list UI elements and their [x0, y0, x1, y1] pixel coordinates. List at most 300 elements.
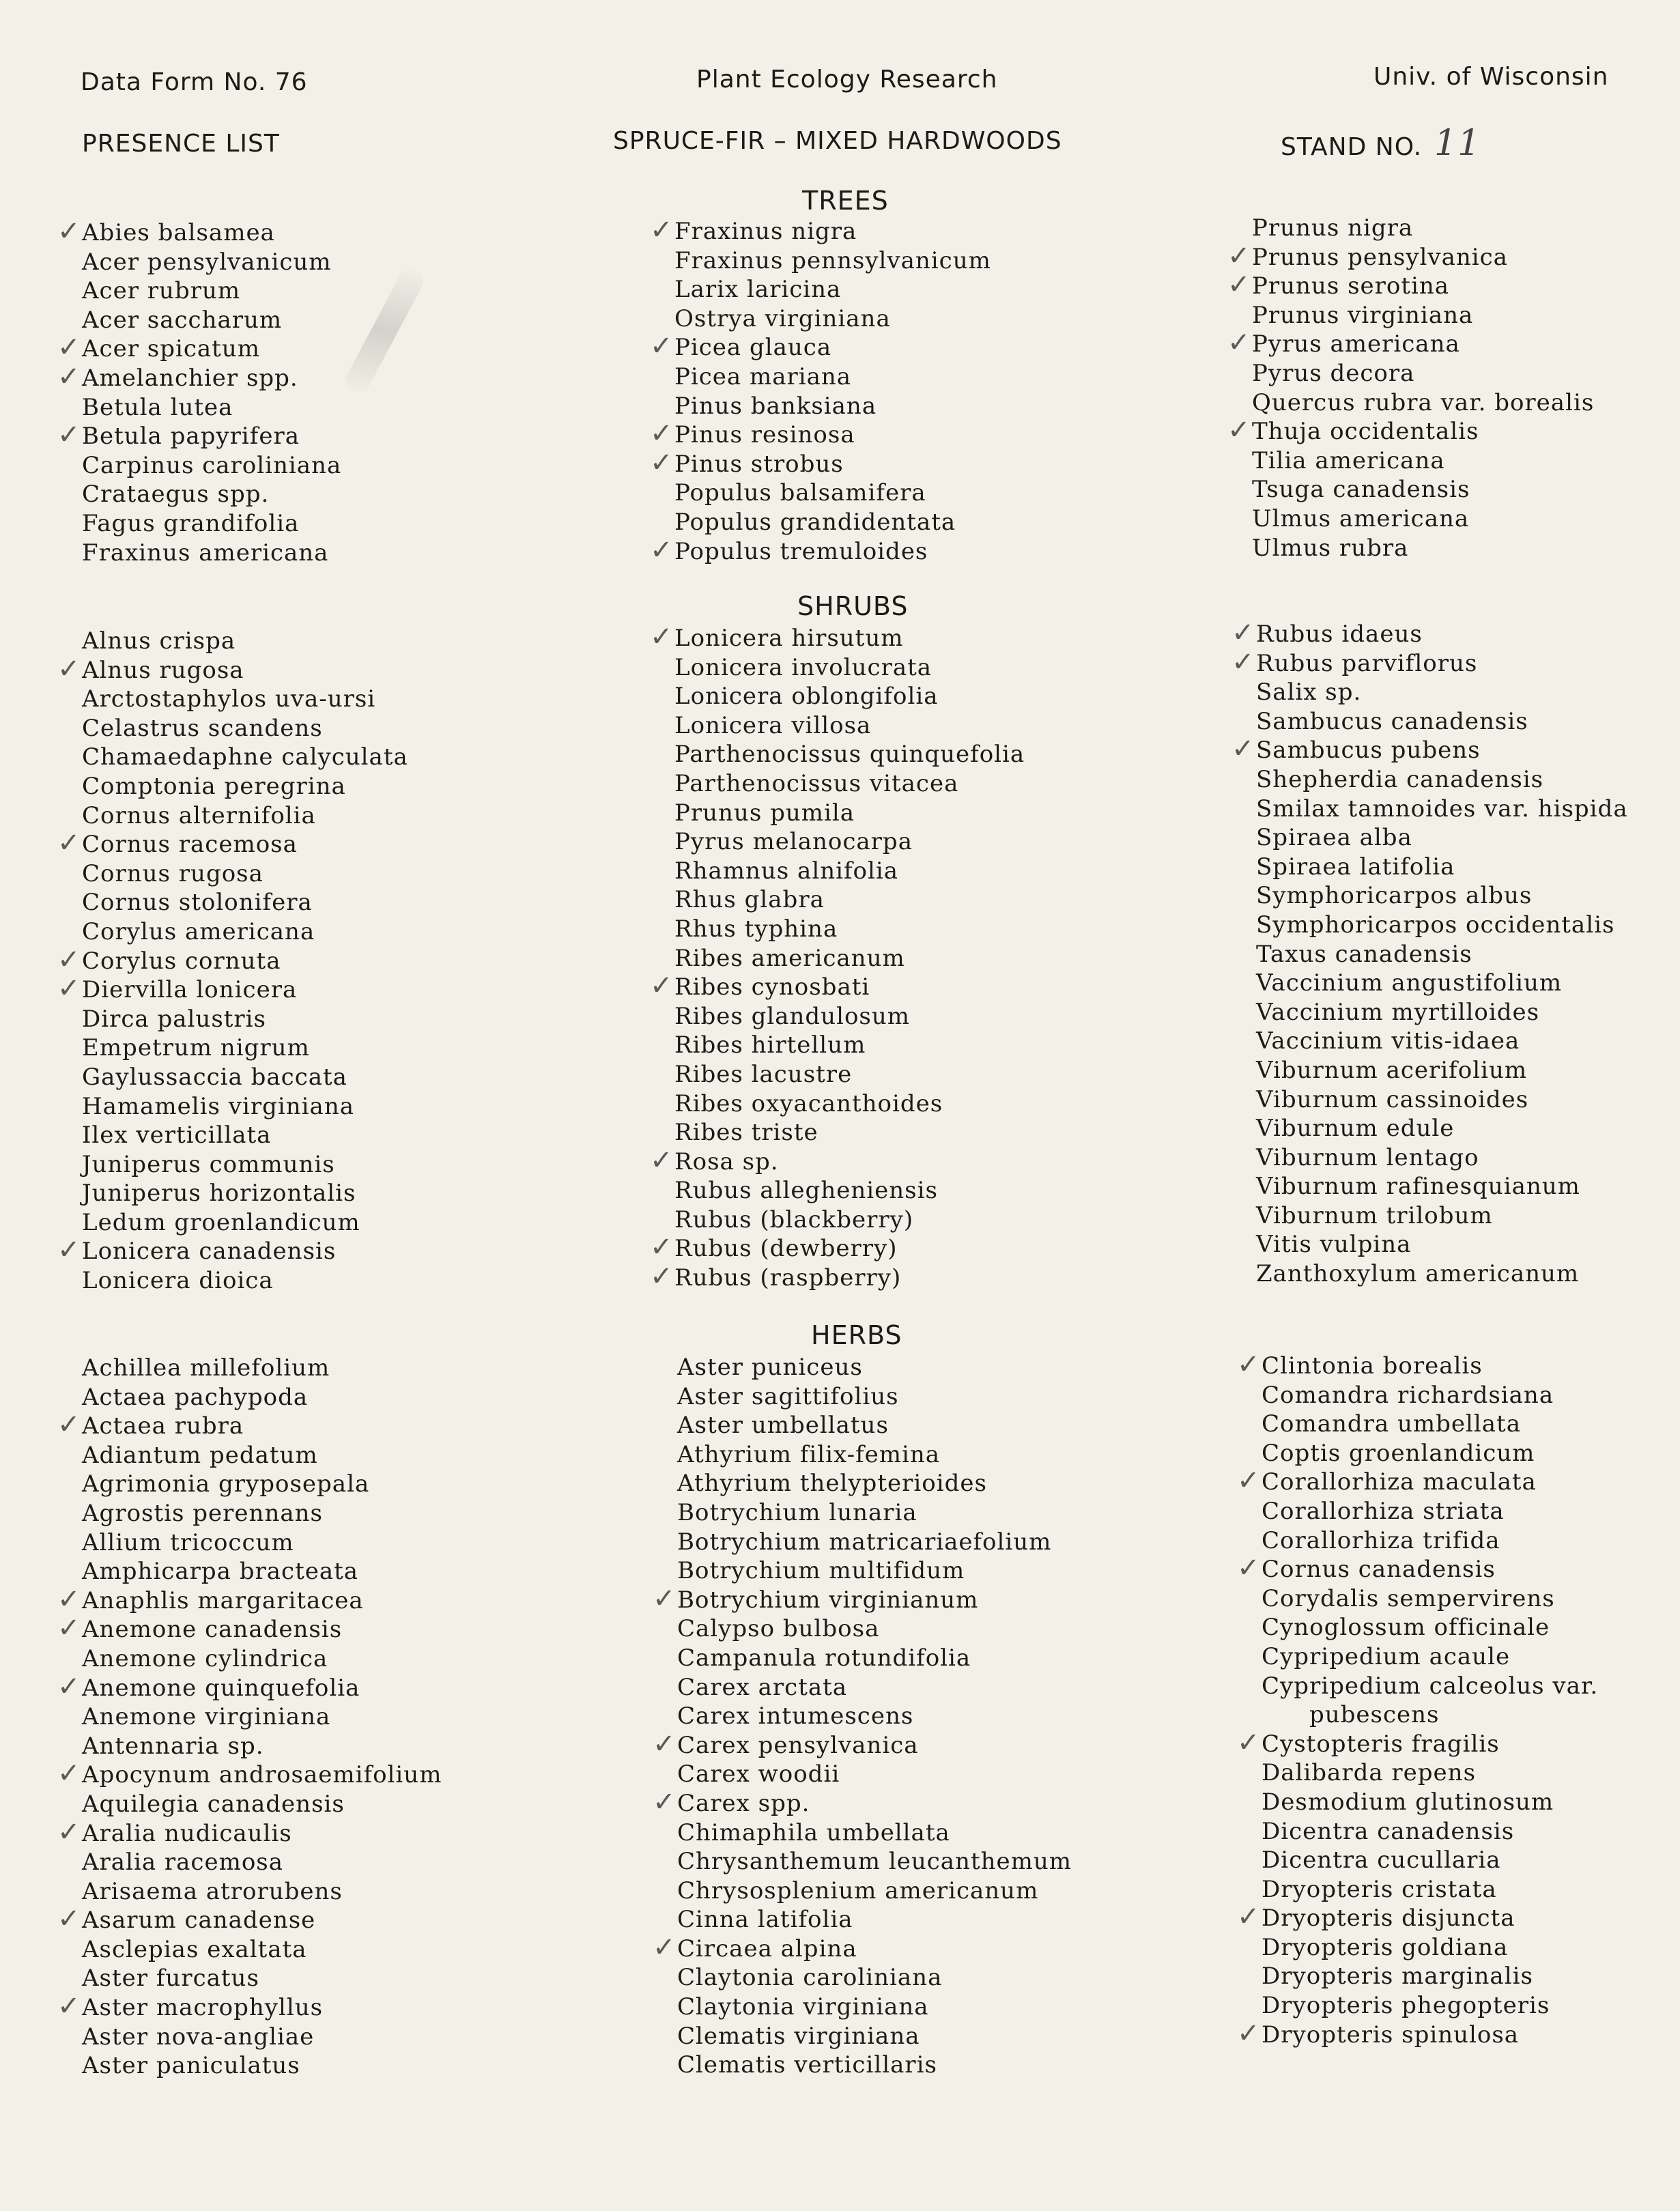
species-name: Anemone quinquefolia: [82, 1674, 360, 1702]
species-item: [677, 1644, 1072, 1673]
species-item: [82, 627, 408, 656]
species-name: Circaea alpina: [677, 1935, 857, 1963]
trees-heading: TREES: [802, 186, 889, 216]
species-name: Cornus stolonifera: [82, 889, 313, 917]
checkmark-icon: ✓: [57, 216, 81, 247]
species-item: [1262, 1613, 1598, 1642]
species-item: [82, 1266, 408, 1296]
herbs-col2: [653, 1353, 1072, 2080]
species-name: Spiraea alba: [1256, 824, 1412, 852]
species-name: Carpinus caroliniana: [82, 451, 342, 479]
species-item: [82, 1732, 442, 1761]
species-item: [1237, 1349, 1598, 1381]
species-item: [1256, 707, 1628, 737]
species-name: Amelanchier spp.: [82, 364, 298, 392]
species-name: Actaea pachypoda: [82, 1383, 309, 1411]
species-item: [677, 1382, 1072, 1412]
species-item: [82, 917, 408, 947]
species-name: Apocynum androsaemifolium: [82, 1761, 442, 1789]
species-name: Cystopteris fragilis: [1262, 1730, 1500, 1758]
species-name: Acer spicatum: [82, 335, 260, 363]
species-item: [57, 1234, 408, 1266]
species-item: [677, 1528, 1072, 1557]
species-item: [1256, 678, 1628, 707]
species-name: Tilia americana: [1252, 446, 1445, 474]
species-name: Botrychium virginianum: [677, 1586, 979, 1614]
species-item: [674, 479, 991, 508]
species-item: [82, 743, 408, 772]
species-item: [57, 653, 408, 685]
species-name: Aralia nudicaulis: [82, 1819, 292, 1847]
species-name: Rhus glabra: [674, 886, 825, 914]
species-name: Anemone virginiana: [82, 1703, 331, 1731]
species-item: [1252, 534, 1594, 563]
herbs-heading: HERBS: [811, 1320, 902, 1350]
species-item: [1237, 1465, 1598, 1497]
species-name: Comandra richardsiana: [1262, 1381, 1554, 1409]
species-name: Botrychium matricariaefolium: [677, 1528, 1052, 1556]
species-name: Allium tricoccum: [82, 1528, 294, 1556]
species-item: [674, 769, 1025, 799]
species-item: [1252, 388, 1594, 418]
species-name: Aster umbellatus: [677, 1412, 889, 1440]
species-name: Populus grandidentata: [674, 508, 956, 536]
species-item: [1262, 1584, 1598, 1614]
checkmark-icon: ✓: [57, 1234, 81, 1266]
species-name: Salix sp.: [1256, 679, 1362, 707]
checkmark-icon: ✓: [1231, 733, 1255, 765]
species-item: [82, 888, 408, 917]
species-name: Dirca palustris: [82, 1005, 266, 1033]
species-name: Acer rubrum: [82, 277, 241, 305]
species-item: [1262, 1381, 1598, 1410]
species-item: [1262, 1672, 1598, 1701]
species-name: Ostrya virginiana: [674, 304, 891, 332]
species-name: Vitis vulpina: [1256, 1231, 1412, 1259]
checkmark-icon: ✓: [650, 1261, 674, 1293]
species-name: Cornus canadensis: [1262, 1556, 1496, 1584]
species-item: [1256, 1114, 1628, 1143]
trees-col3: [1227, 214, 1595, 562]
checkmark-icon: ✓: [653, 1931, 677, 1963]
species-item: [650, 214, 991, 246]
species-name: Clematis virginiana: [677, 2022, 920, 2050]
trees-col1: [57, 216, 342, 567]
species-name: Anaphlis margaritacea: [82, 1586, 364, 1614]
species-item: [82, 2051, 442, 2081]
species-name: Prunus pumila: [674, 799, 855, 827]
trees-col2: [650, 214, 991, 566]
species-item: [1256, 911, 1628, 940]
species-name: Prunus virginiana: [1252, 301, 1474, 329]
species-name: Gaylussaccia baccata: [82, 1063, 347, 1091]
species-name: Lonicera involucrata: [674, 653, 932, 681]
species-name: Amphicarpa bracteata: [82, 1558, 359, 1586]
species-name: Dryopteris cristata: [1262, 1875, 1497, 1903]
checkmark-icon: ✓: [650, 534, 674, 566]
species-item: [1256, 823, 1628, 853]
checkmark-icon: ✓: [57, 1612, 81, 1644]
checkmark-icon: ✓: [1227, 327, 1251, 359]
checkmark-icon: ✓: [57, 1583, 81, 1615]
form-number: Data Form No. 76: [81, 68, 308, 96]
species-item: [82, 1063, 408, 1092]
species-item: [1256, 1143, 1628, 1173]
species-item: [677, 1905, 1072, 1935]
species-name: Viburnum trilobum: [1256, 1201, 1493, 1229]
species-name: Agrostis perennans: [82, 1499, 323, 1527]
species-item: [1256, 998, 1628, 1027]
species-item: [674, 885, 1025, 915]
species-item: [57, 973, 408, 1005]
herbs-col3: [1237, 1349, 1599, 2049]
species-item: [1256, 765, 1628, 795]
species-item: [1256, 969, 1628, 998]
checkmark-icon: ✓: [1237, 1465, 1261, 1497]
species-item: [1256, 881, 1628, 911]
species-name: Corallorhiza maculata: [1262, 1468, 1537, 1496]
species-name: Lonicera oblongifolia: [674, 683, 939, 711]
shrubs-heading: SHRUBS: [797, 591, 909, 621]
species-name: Rubus idaeus: [1256, 620, 1423, 648]
species-item: [82, 1092, 408, 1122]
species-item: [674, 1002, 1025, 1031]
species-item: [674, 362, 991, 392]
species-item: [674, 827, 1025, 857]
species-name: Campanula rotundifolia: [677, 1644, 971, 1672]
species-item: [1262, 1700, 1598, 1730]
species-name: Zanthoxylum americanum: [1256, 1260, 1580, 1288]
species-item: [82, 1702, 442, 1732]
species-item: [677, 1411, 1072, 1440]
species-name: Celastrus scandens: [82, 714, 323, 742]
species-name: Botrychium lunaria: [677, 1498, 917, 1526]
species-name: Corylus cornuta: [82, 947, 281, 975]
checkmark-icon: ✓: [57, 419, 81, 451]
species-item: [57, 1903, 442, 1935]
species-item: [674, 799, 1025, 828]
species-name: Shepherdia canadensis: [1256, 765, 1544, 793]
species-name: Fraxinus americana: [82, 539, 329, 567]
species-name: Populus tremuloides: [674, 537, 928, 565]
species-name: Ulmus rubra: [1252, 534, 1409, 562]
checkmark-icon: ✓: [650, 446, 674, 479]
species-name: Dryopteris marginalis: [1262, 1963, 1533, 1991]
species-name: Taxus canadensis: [1256, 940, 1472, 968]
species-item: [82, 1848, 442, 1877]
species-name: Sambucus pubens: [1256, 737, 1481, 765]
checkmark-icon: ✓: [1227, 414, 1251, 446]
species-item: [1256, 1230, 1628, 1259]
species-name: Cynoglossum officinale: [1262, 1614, 1550, 1642]
species-item: [677, 1469, 1072, 1498]
species-item: [82, 1644, 442, 1674]
checkmark-icon: ✓: [1227, 269, 1251, 301]
species-name: Pyrus decora: [1252, 359, 1415, 387]
species-name: Acer saccharum: [82, 306, 283, 334]
species-name: Alnus crispa: [82, 627, 236, 655]
species-item: [1256, 853, 1628, 882]
species-item: [1262, 1846, 1598, 1875]
checkmark-icon: ✓: [57, 1670, 81, 1702]
species-name: Cypripedium calceolus var.: [1262, 1672, 1599, 1700]
checkmark-icon: ✓: [650, 1144, 674, 1176]
species-name: Empetrum nigrum: [82, 1034, 310, 1062]
checkmark-icon: ✓: [1237, 2017, 1261, 2049]
species-item: [1256, 1027, 1628, 1056]
species-name: Ribes triste: [674, 1119, 818, 1147]
species-name: Rhus typhina: [674, 915, 838, 943]
species-name: Larix laricina: [674, 276, 842, 304]
species-name: Parthenocissus vitacea: [674, 769, 959, 797]
checkmark-icon: ✓: [650, 418, 674, 450]
checkmark-icon: ✓: [650, 1231, 674, 1264]
species-item: [1237, 2017, 1598, 2050]
species-item: [82, 1528, 442, 1558]
species-item: [1262, 1817, 1598, 1846]
stand-label: STAND NO.: [1281, 133, 1423, 161]
species-item: [677, 2022, 1072, 2051]
species-name: Picea mariana: [674, 362, 852, 390]
species-name: Claytonia caroliniana: [677, 1964, 943, 1992]
species-item: [677, 1993, 1072, 2022]
species-name: Cornus alternifolia: [82, 801, 316, 829]
species-item: [57, 1409, 442, 1441]
species-item: [1262, 1875, 1598, 1905]
species-item: [1231, 733, 1628, 765]
species-item: [1262, 1991, 1598, 2021]
species-name: Rubus allegheniensis: [674, 1177, 938, 1205]
species-item: [677, 2051, 1072, 2080]
species-item: [1252, 475, 1594, 504]
species-name: Fraxinus nigra: [674, 218, 857, 245]
species-item: [674, 1060, 1025, 1089]
species-item: [82, 451, 341, 481]
species-name: Aquilegia canadensis: [82, 1790, 345, 1818]
species-name: Clintonia borealis: [1262, 1352, 1483, 1380]
species-item: [82, 1935, 442, 1965]
checkmark-icon: ✓: [57, 360, 81, 393]
species-name: Corylus americana: [82, 917, 315, 945]
shrubs-col3: [1231, 617, 1628, 1289]
species-item: [1252, 359, 1594, 388]
species-name: Asclepias exaltata: [82, 1935, 307, 1963]
checkmark-icon: ✓: [653, 1786, 677, 1818]
species-name: Ulmus americana: [1252, 504, 1470, 532]
checkmark-icon: ✓: [57, 943, 81, 975]
species-name: Rubus (dewberry): [674, 1235, 898, 1263]
species-name: Achillea millefolium: [82, 1354, 330, 1382]
species-item: [674, 1118, 1025, 1147]
species-name: Anemone canadensis: [82, 1616, 343, 1644]
species-name: Dicentra cucullaria: [1262, 1846, 1501, 1874]
shrubs-col2: [650, 621, 1025, 1293]
species-name: Cinna latifolia: [677, 1906, 853, 1934]
species-item: [674, 857, 1025, 886]
community-title: SPRUCE-FIR – MIXED HARDWOODS: [613, 127, 1062, 155]
species-name: Thuja occidentalis: [1252, 418, 1479, 446]
species-item: [1227, 327, 1594, 359]
species-item: [677, 1556, 1072, 1586]
species-item: [82, 539, 341, 568]
checkmark-icon: ✓: [650, 214, 674, 246]
species-name: Prunus pensylvanica: [1252, 243, 1508, 271]
species-item: [650, 621, 1025, 653]
species-name: Carex pensylvanica: [677, 1731, 919, 1759]
species-name: Cornus rugosa: [82, 859, 264, 887]
species-item: [1262, 1758, 1598, 1788]
species-name: Viburnum lentago: [1256, 1143, 1479, 1171]
shrubs-col1: [57, 627, 408, 1296]
species-name: Betula lutea: [82, 393, 233, 421]
species-item: [674, 653, 1025, 683]
species-name: Comandra umbellata: [1262, 1410, 1521, 1438]
species-item: [1252, 214, 1594, 243]
checkmark-icon: ✓: [57, 653, 81, 685]
species-name: Viburnum acerifolium: [1256, 1056, 1528, 1084]
species-item: [1262, 1410, 1598, 1439]
species-name: Pinus strobus: [674, 450, 844, 478]
list-type: PRESENCE LIST: [82, 130, 280, 158]
checkmark-icon: ✓: [650, 330, 674, 362]
species-item: [82, 1033, 408, 1063]
species-item: [677, 1877, 1072, 1906]
species-item: [57, 332, 341, 364]
checkmark-icon: ✓: [1237, 1552, 1261, 1584]
species-name: Ribes americanum: [674, 944, 905, 972]
species-item: [82, 480, 341, 509]
species-name: Vaccinium angustifolium: [1256, 969, 1563, 997]
species-item: [82, 1208, 408, 1238]
species-name: Aster macrophyllus: [82, 1994, 324, 2022]
species-name: Antennaria sp.: [82, 1732, 264, 1760]
species-name: Aster puniceus: [677, 1354, 863, 1381]
species-item: [82, 1121, 408, 1150]
species-name: Carex arctata: [677, 1673, 848, 1701]
species-name: Calypso bulbosa: [677, 1615, 880, 1643]
checkmark-icon: ✓: [57, 1903, 81, 1935]
species-item: [1252, 446, 1594, 476]
stand-number: 11: [1434, 123, 1481, 164]
university: Univ. of Wisconsin: [1373, 63, 1609, 91]
checkmark-icon: ✓: [1237, 1901, 1261, 1933]
checkmark-icon: ✓: [1231, 646, 1255, 678]
species-name: Aster furcatus: [82, 1965, 259, 1993]
species-item: [677, 1963, 1072, 1993]
species-name: Abies balsamea: [82, 219, 275, 246]
species-name: Carex intumescens: [677, 1702, 914, 1730]
species-item: [674, 304, 991, 334]
species-item: [82, 1383, 442, 1412]
species-name: Carex spp.: [677, 1789, 810, 1817]
species-item: [82, 1499, 442, 1528]
species-item: [1227, 240, 1594, 272]
checkmark-icon: ✓: [57, 973, 81, 1005]
species-name: Diervilla lonicera: [82, 976, 298, 1004]
species-item: [57, 827, 408, 859]
species-name: Claytonia virginiana: [677, 1993, 929, 2021]
species-item: [650, 534, 991, 567]
species-item: [1256, 940, 1628, 969]
species-item: [82, 685, 408, 714]
species-item: [674, 246, 991, 276]
species-item: [82, 276, 341, 306]
species-item: [650, 970, 1025, 1002]
species-item: [674, 740, 1025, 769]
species-item: [653, 1728, 1072, 1760]
species-item: [82, 1150, 408, 1180]
species-name: Viburnum rafinesquianum: [1256, 1173, 1580, 1201]
species-item: [57, 1816, 442, 1849]
species-item: [82, 1557, 442, 1586]
species-item: [1262, 1642, 1598, 1672]
species-item: [650, 418, 991, 450]
species-item: [677, 1673, 1072, 1702]
species-item: [1237, 1726, 1598, 1759]
species-name: Aster paniculatus: [82, 2052, 300, 2080]
species-name: Ribes oxyacanthoides: [674, 1089, 943, 1117]
species-item: [82, 509, 341, 539]
stand-number-field: [1281, 123, 1481, 164]
checkmark-icon: ✓: [650, 621, 674, 653]
species-item: [1252, 504, 1594, 534]
species-item: [674, 711, 1025, 741]
species-name: pubescens: [1309, 1701, 1440, 1729]
species-item: [677, 1847, 1072, 1877]
species-name: Dicentra canadensis: [1262, 1817, 1515, 1845]
species-item: [1252, 301, 1594, 330]
herbs-col1: [57, 1354, 442, 2081]
species-item: [82, 714, 408, 743]
species-item: [674, 1089, 1025, 1119]
species-name: Pyrus americana: [1252, 330, 1460, 358]
species-name: Lonicera hirsutum: [674, 625, 904, 652]
species-name: Juniperus communis: [82, 1150, 335, 1178]
species-item: [1256, 1201, 1628, 1231]
species-item: [82, 1470, 442, 1499]
species-item: [674, 1031, 1025, 1060]
species-name: Desmodium glutinosum: [1262, 1788, 1554, 1816]
species-item: [677, 1760, 1072, 1789]
species-name: Sambucus canadensis: [1256, 707, 1528, 735]
species-item: [1231, 646, 1628, 679]
species-item: [1237, 1552, 1598, 1584]
species-item: [1237, 1901, 1598, 1933]
species-name: Spiraea latifolia: [1256, 853, 1455, 881]
checkmark-icon: ✓: [1237, 1349, 1261, 1380]
species-item: [82, 1005, 408, 1034]
species-name: Parthenocissus quinquefolia: [674, 741, 1025, 769]
species-name: Lonicera villosa: [674, 711, 872, 739]
species-item: [674, 1206, 1025, 1235]
organization: Plant Ecology Research: [696, 66, 998, 94]
species-name: Actaea rubra: [82, 1412, 244, 1440]
species-name: Chrysanthemum leucanthemum: [677, 1848, 1072, 1876]
species-item: [57, 943, 408, 976]
species-name: Betula papyrifera: [82, 423, 300, 451]
species-item: [674, 1176, 1025, 1206]
species-item: [57, 1612, 442, 1644]
species-item: [1262, 1439, 1598, 1468]
species-name: Symphoricarpos occidentalis: [1256, 911, 1615, 939]
species-name: Dryopteris goldiana: [1262, 1933, 1509, 1961]
species-name: Ledum groenlandicum: [82, 1208, 360, 1236]
species-item: [82, 1441, 442, 1470]
species-name: Rosa sp.: [674, 1147, 779, 1175]
species-name: Dryopteris disjuncta: [1262, 1905, 1515, 1932]
species-item: [653, 1582, 1072, 1615]
species-item: [674, 915, 1025, 944]
